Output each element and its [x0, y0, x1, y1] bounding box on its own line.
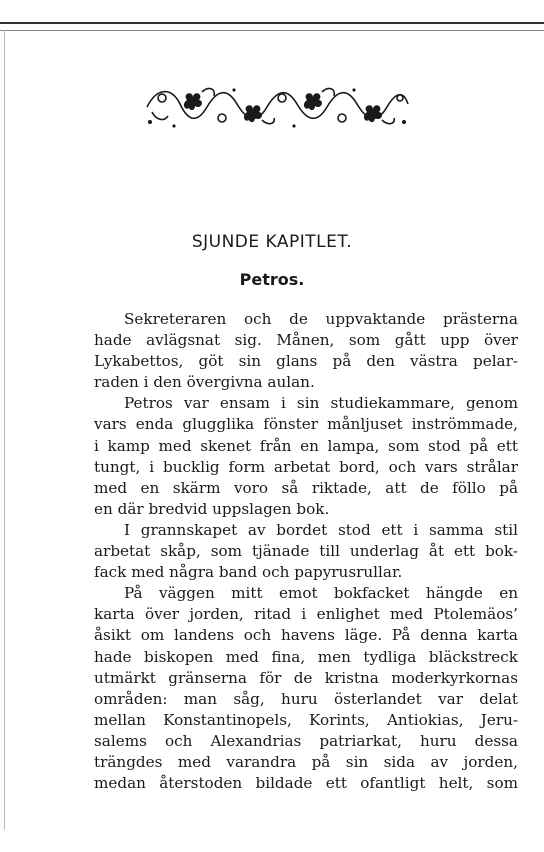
text-line: hade avlägsnat sig. Månen, som gått upp över [94, 331, 518, 350]
text-line: utmärkt gränserna för de kristna moderkyrkornas [94, 668, 518, 687]
floral-ornament-icon [142, 82, 412, 132]
text-line: På väggen mitt emot bokfacket hängde en [124, 584, 518, 603]
top-rule-thin [0, 30, 544, 31]
text-line: raden i den övergivna aulan. [94, 373, 315, 392]
chapter-heading: SJUNDE KAPITLET. [191, 232, 353, 252]
text-line: med en skärm voro så riktade, att de föllo på [94, 478, 518, 497]
text-line: Lykabettos, göt sin glans på den västra pelar- [94, 352, 518, 371]
top-rule [0, 22, 544, 24]
text-line: mellan Konstantinopels, Korints, Antiokias, Jeru- [94, 710, 518, 729]
text-line: vars enda glugglika fönster månljuset inströmmade, [94, 415, 518, 434]
text-line: Petros var ensam i sin studiekammare, genom [124, 394, 518, 413]
chapter-title: Petros. [239, 270, 305, 289]
text-line: åsikt om landens och havens läge. På denna karta [94, 626, 518, 645]
text-line: medan återstoden bildade ett ofantligt helt, som [94, 774, 518, 793]
page-edge [4, 30, 5, 830]
text-line: tungt, i bucklig form arbetat bord, och vars strålar [94, 457, 518, 476]
text-line: områden: man såg, huru österlandet var delat [94, 689, 518, 708]
text-line: salems och Alexandrias patriarkat, huru dessa [94, 731, 518, 750]
text-line: trängdes med varandra på sin sida av jorden, [94, 752, 518, 771]
text-line: en där bredvid uppslagen bok. [94, 499, 330, 518]
text-line: fack med några band och papyrusrullar. [94, 563, 403, 582]
text-line: arbetat skåp, som tjänade till underlag åt ett bok- [94, 542, 518, 561]
body-text [94, 309, 518, 794]
text-line: I grannskapet av bordet stod ett i samma stil [124, 520, 518, 539]
text-line: i kamp med skenet från en lampa, som stod på ett [94, 436, 518, 455]
text-line: Sekreteraren och de uppvaktande prästerna [124, 310, 518, 328]
text-line: hade biskopen med fina, men tydliga bläckstreck [94, 647, 518, 666]
text-line: karta över jorden, ritad i enlighet med Ptolemäos’ [94, 605, 518, 624]
